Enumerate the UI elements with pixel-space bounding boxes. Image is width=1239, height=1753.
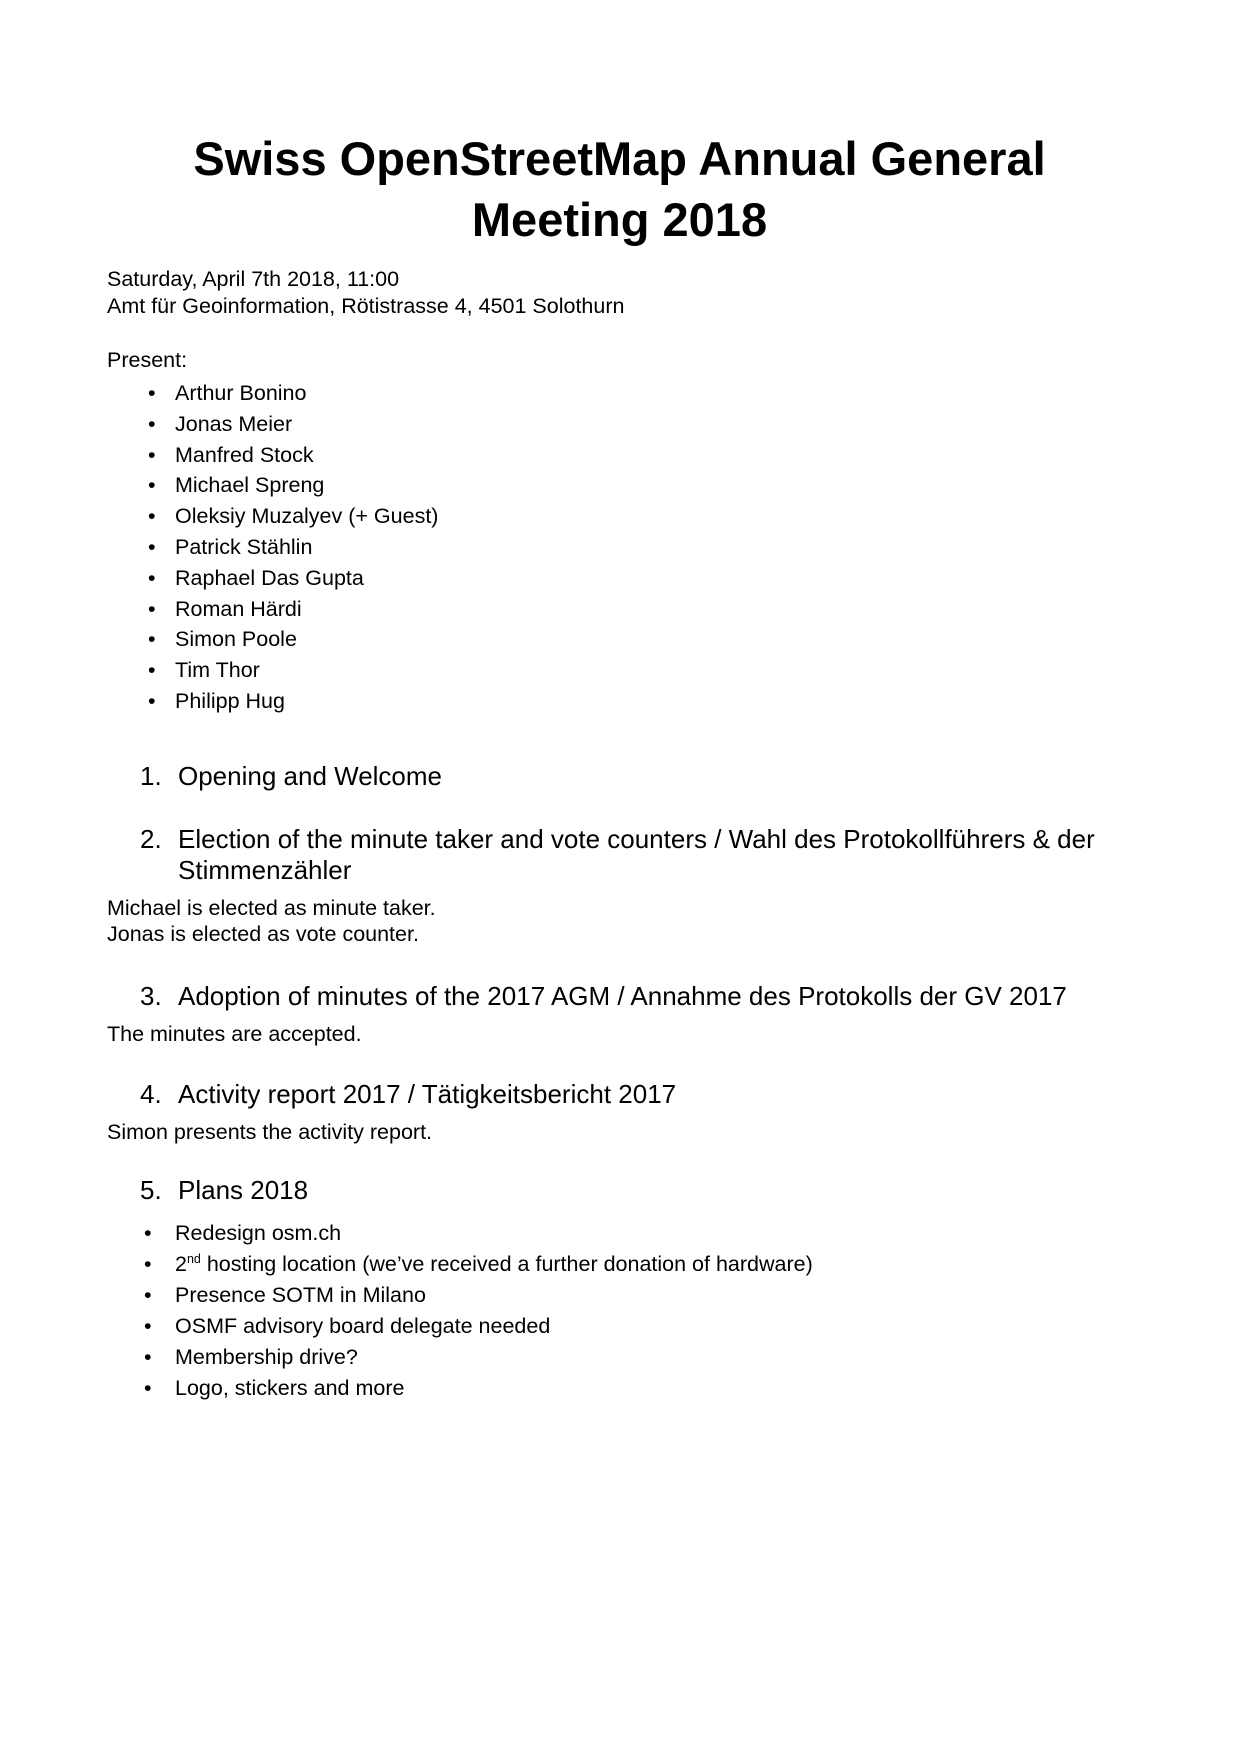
section-heading bbox=[107, 981, 1132, 1012]
text-segment: hosting location (we’ve received a further donation of hardware) bbox=[200, 1251, 813, 1276]
section-number: 3. bbox=[140, 980, 162, 1011]
attendee-name: Michael Spreng bbox=[175, 473, 325, 498]
section-number: 4. bbox=[140, 1078, 162, 1109]
attendee-name: Roman Härdi bbox=[175, 596, 302, 621]
list-item bbox=[107, 440, 1132, 471]
list-item-text bbox=[175, 1345, 358, 1369]
attendee-name: Oleksiy Muzalyev (+ Guest) bbox=[175, 504, 439, 529]
meeting-location: Amt für Geoinformation, Rötistrasse 4, 4501 Solothurn bbox=[107, 294, 625, 318]
list-item-text bbox=[175, 1252, 813, 1276]
attendee-name: Philipp Hug bbox=[175, 688, 285, 713]
section-heading-text: Activity report 2017 / Tätigkeitsbericht 2017 bbox=[178, 1078, 677, 1109]
list-item bbox=[107, 1373, 1132, 1404]
section-number: 5. bbox=[140, 1174, 162, 1205]
text-segment: 2 bbox=[175, 1251, 187, 1276]
text-segment: OSMF advisory board delegate needed bbox=[175, 1313, 551, 1338]
section-opening-and-welcome bbox=[107, 761, 1132, 792]
paragraph: Jonas is elected as vote counter. bbox=[107, 921, 419, 946]
bullet-icon: • bbox=[148, 627, 156, 652]
bullet-icon: • bbox=[148, 688, 156, 713]
section-number: 1. bbox=[140, 760, 162, 791]
list-item bbox=[107, 378, 1132, 409]
meeting-meta bbox=[107, 266, 1132, 320]
section-plans-2018 bbox=[107, 1175, 1132, 1404]
section-heading bbox=[107, 824, 1132, 886]
list-item-text bbox=[175, 1283, 426, 1307]
bullet-icon: • bbox=[144, 1282, 152, 1307]
section-adoption-of-minutes bbox=[107, 981, 1132, 1047]
section-election-minute-taker bbox=[107, 824, 1132, 947]
paragraph: Michael is elected as minute taker. bbox=[107, 895, 436, 920]
bullet-icon: • bbox=[144, 1313, 152, 1338]
list-item bbox=[107, 686, 1132, 717]
attendee-name: Arthur Bonino bbox=[175, 381, 307, 405]
sections-container bbox=[107, 761, 1132, 1404]
section-heading-text: Election of the minute taker and vote counters / Wahl des Protokollführers & der Stimmenzähler bbox=[178, 823, 1095, 885]
present-label: Present: bbox=[107, 348, 188, 372]
bullet-icon: • bbox=[148, 473, 156, 498]
plan-list bbox=[107, 1218, 1132, 1404]
attendee-list bbox=[107, 378, 1132, 717]
paragraph: Simon presents the activity report. bbox=[107, 1119, 433, 1144]
section-heading-text: Plans 2018 bbox=[178, 1174, 309, 1205]
paragraph: The minutes are accepted. bbox=[107, 1021, 362, 1046]
attendee-name: Raphael Das Gupta bbox=[175, 565, 364, 590]
page-title: Swiss OpenStreetMap Annual General Meeting 2018 bbox=[193, 132, 1046, 246]
attendee-name: Manfred Stock bbox=[175, 442, 314, 467]
text-segment: Membership drive? bbox=[175, 1344, 358, 1369]
text-segment: Presence SOTM in Milano bbox=[175, 1282, 426, 1307]
list-item bbox=[107, 563, 1132, 594]
section-heading bbox=[107, 1175, 1132, 1206]
bullet-icon: • bbox=[144, 1251, 152, 1276]
bullet-icon: • bbox=[148, 596, 156, 621]
list-item bbox=[107, 532, 1132, 563]
section-heading bbox=[107, 1079, 1132, 1110]
bullet-icon: • bbox=[148, 534, 156, 559]
list-item bbox=[107, 655, 1132, 686]
bullet-icon: • bbox=[144, 1375, 152, 1400]
list-item bbox=[107, 1311, 1132, 1342]
attendee-name: Patrick Stählin bbox=[175, 534, 313, 559]
section-heading-text: Adoption of minutes of the 2017 AGM / Annahme des Protokolls der GV 2017 bbox=[178, 980, 1067, 1011]
attendee-name: Simon Poole bbox=[175, 627, 297, 652]
list-item-text bbox=[175, 1221, 341, 1245]
list-item bbox=[107, 1218, 1132, 1249]
attendee-name: Tim Thor bbox=[175, 658, 260, 683]
list-item bbox=[107, 1280, 1132, 1311]
list-item bbox=[107, 409, 1132, 440]
text-segment: Redesign osm.ch bbox=[175, 1220, 342, 1245]
meeting-datetime: Saturday, April 7th 2018, 11:00 bbox=[107, 267, 400, 291]
bullet-icon: • bbox=[148, 504, 156, 529]
list-item bbox=[107, 624, 1132, 655]
bullet-icon: • bbox=[148, 658, 156, 683]
list-item bbox=[107, 501, 1132, 532]
bullet-icon: • bbox=[148, 442, 156, 467]
list-item bbox=[107, 1249, 1132, 1280]
text-segment: Logo, stickers and more bbox=[175, 1375, 405, 1400]
bullet-icon: • bbox=[148, 411, 156, 436]
section-heading bbox=[107, 761, 1132, 792]
list-item-text bbox=[175, 1376, 404, 1400]
attendee-name: Jonas Meier bbox=[175, 411, 293, 436]
section-number: 2. bbox=[140, 823, 162, 854]
list-item bbox=[107, 1342, 1132, 1373]
list-item bbox=[107, 594, 1132, 625]
list-item bbox=[107, 470, 1132, 501]
bullet-icon: • bbox=[148, 565, 156, 590]
bullet-icon: • bbox=[144, 1220, 152, 1245]
section-activity-report-2017 bbox=[107, 1079, 1132, 1145]
bullet-icon: • bbox=[144, 1344, 152, 1369]
list-item-text bbox=[175, 1314, 550, 1338]
superscript-text: nd bbox=[186, 1251, 201, 1266]
bullet-icon: • bbox=[148, 381, 156, 405]
section-heading-text: Opening and Welcome bbox=[178, 760, 443, 791]
